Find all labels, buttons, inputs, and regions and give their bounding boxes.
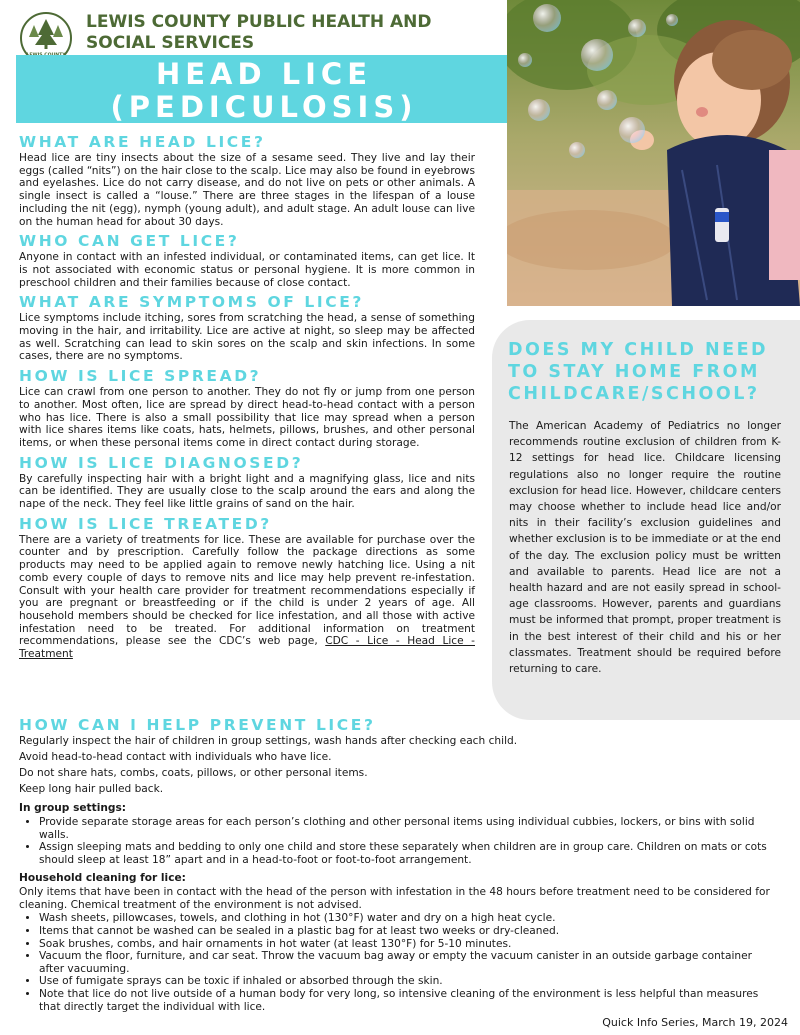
section-body — [19, 534, 475, 661]
list-item: • Wash sheets, pillowcases, towels, and clothing in hot (130°F) water and dry on a high heat cycle. — [39, 912, 771, 925]
section-heading: HOW CAN I HELP PREVENT LICE? — [19, 716, 376, 734]
list-item: • Note that lice do not live outside of a human body for very long, so intensive cleaning of the environment is less helpful than measures that directly target the individual with lice. — [39, 988, 771, 1013]
prevent-line: Do not share hats, combs, coats, pillows, or other personal items. — [19, 767, 368, 779]
main-content — [19, 133, 475, 665]
section-body: Lice can crawl from one person to another. They do not fly or jump from one person to another. Most often, lice are spread by direct head-to-head contact with a person who has lice. There is also a small possibility that lice may spread when a person with lice shares items like coats, hats, helmets, pillows, brushes, and other personal items, or when these personal items come in direct contact during storage. — [19, 386, 475, 449]
group-settings-list — [19, 816, 771, 866]
group-settings-label: In group settings: — [19, 802, 126, 814]
section-heading: WHAT ARE SYMPTOMS OF LICE? — [19, 293, 365, 312]
section-heading: HOW IS LICE DIAGNOSED? — [19, 453, 304, 472]
section-heading: HOW IS LICE TREATED? — [19, 514, 272, 533]
prevention-section — [19, 716, 771, 1013]
section-heading: HOW IS LICE SPREAD? — [19, 367, 262, 386]
footer-date: Quick Info Series, March 19, 2024 — [602, 1016, 788, 1029]
section-body: Head lice are tiny insects about the size of a sesame seed. They live and lay their eggs (called “nits”) on the hair close to the scalp. Lice may also be found in eyebrows and eyelashes. Lice do not carry disease, and do not live on pets or other animals. A single insect is called a “louse.” There are three stages in the lifespan of a louse including the nit (egg), nymph (young adult), and adult stage. An adult louse can live on the human head for about 30 days. — [19, 152, 475, 228]
cdc-treatment-link[interactable]: CDC - Lice - Head Lice - Treatment — [19, 635, 475, 661]
list-item: • Soak brushes, combs, and hair ornaments in hot water (at least 130°F) for 5-10 minutes. — [39, 938, 771, 951]
section-heading: WHAT ARE HEAD LICE? — [19, 133, 266, 151]
list-item: • Assign sleeping mats and bedding to only one child and store these separately when children are in group care. Children on mats or cots should sleep at least 18” apart and in a head-to-foot or foot-to-foot arrangement. — [39, 841, 771, 866]
household-cleaning-label: Household cleaning for lice: — [19, 872, 186, 885]
prevent-line: Avoid head-to-head contact with individuals who have lice. — [19, 751, 332, 763]
title-line-1: HEAD LICE — [155, 57, 373, 91]
prevent-line: Regularly inspect the hair of children in group settings, wash hands after checking each child. — [19, 735, 518, 747]
household-cleaning-list — [19, 912, 771, 1013]
section-heading: WHO CAN GET LICE? — [19, 232, 240, 251]
list-item: • Vacuum the floor, furniture, and car seat. Throw the vacuum bag away or empty the vacuum canister in an outside garbage container after vacuuming. — [39, 950, 771, 975]
section-body: Anyone in contact with an infested individual, or contaminated items, can get lice. It is not associated with economic status or personal hygiene. It is more common in preschool children and their families because of close contact. — [19, 251, 475, 289]
section-body: By carefully inspecting hair with a bright light and a magnifying glass, lice and nits can be identified. They are usually close to the scalp around the ears and along the nape of the neck. They feel like little grains of sand on the hair. — [19, 472, 475, 511]
list-item: • Items that cannot be washed can be sealed in a plastic bag for at least two weeks or dry-cleaned. — [39, 925, 771, 938]
org-name: LEWIS COUNTY PUBLIC HEALTH AND SOCIAL SERVICES — [86, 12, 432, 53]
title-line-2: (PEDICULOSIS) — [110, 90, 418, 124]
section-body: Lice symptoms include itching, sores from scratching the head, a sense of something moving in the hair, and irritability. Lice are active at night, so sleep may be affected as well. Scratching can lead to skin sores on the scalp and skin infections. In some cases, there are no symptoms. — [19, 312, 475, 363]
sidebar-heading: DOES MY CHILD NEED TO STAY HOME FROM CHILDCARE/SCHOOL? — [508, 340, 769, 404]
sidebar-body: The American Academy of Pediatrics no longer recommends routine exclusion of children from K-12 settings for head lice. Childcare licensing regulations also no longer require the routine exclusion for head lice. However, childcare centers may choose whether to include head lice and/or nits in their facility’s exclusion guidelines and whether exclusion is to be immediate or at the end of the day. The exclusion policy must be written and available to parents. Head lice are not a health hazard and are not easily spread in school-age classrooms. However, parents and guardians must be informed that prompt, proper treatment is in the best interest of their child and his or her classmates. Treatment should be required before returning to care. — [509, 420, 781, 676]
list-item: • Provide separate storage areas for each person’s clothing and other personal items using individual cubbies, lockers, or bins with solid walls. — [39, 816, 771, 841]
title-banner — [16, 55, 512, 123]
list-item: • Use of fumigate sprays can be toxic if inhaled or absorbed through the skin. — [39, 975, 771, 988]
prevent-line: Keep long hair pulled back. — [19, 783, 164, 795]
child-bubbles-photo — [507, 0, 800, 306]
household-intro: Only items that have been in contact with the head of the person with infestation in the 48 hours before treatment need to be considered for cleaning. Chemical treatment of the environment is not advised. — [19, 886, 770, 912]
treatment-text: There are a variety of treatments for lice. These are available for purchase over the counter and by prescription. Carefully follow the package directions as some products may need to be applied again to remove newly hatching lice. Using a nit comb every couple of days to remove nits and lice may help prevent re-infestation. Consult with your health care provider for treatment recommendations especially if you are pregnant or breastfeeding or if the child is under 2 years of age. All household members should be checked for lice infestation, and all those with active infestation need to be treated. For additional information on treatment recommendations, please see the CDC’s web page, — [19, 533, 475, 648]
